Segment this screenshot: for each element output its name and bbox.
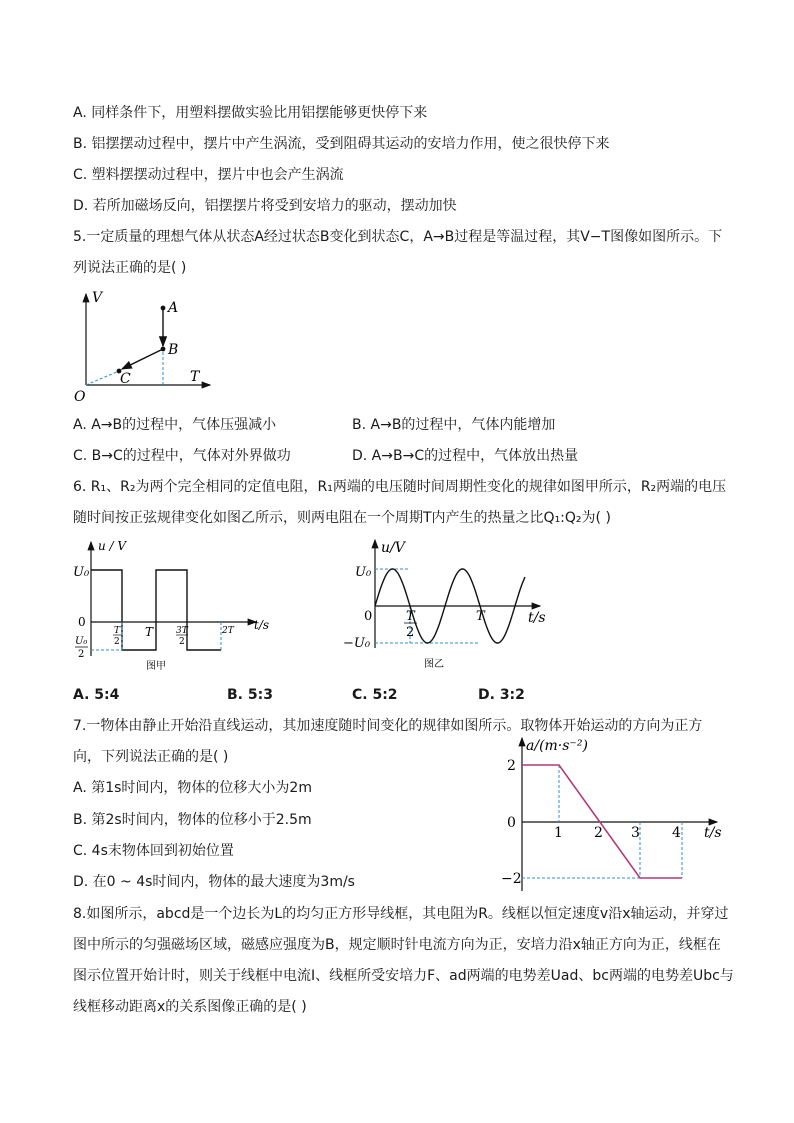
- q5-c-dashed-origin: [86, 371, 119, 385]
- q7-stem-line-2: 向，下列说法正确的是( ): [73, 749, 229, 765]
- q6a-neg-u0-den: 2: [78, 649, 85, 660]
- q5-option-a: A. A→B的过程中，气体压强减小: [73, 417, 277, 433]
- q6a-x-label: t/s: [254, 618, 270, 632]
- q6a-y-label: u / V: [98, 539, 127, 553]
- q6-stem-line-2: 随时间按正弦规律变化如图乙所示，则两电阻在一个周期T内产生的热量之比Q₁:Q₂为( ): [73, 510, 611, 526]
- q6a-t-half-den: 2: [114, 637, 120, 647]
- q7-tick-y-zero: 0: [507, 815, 516, 831]
- q8-stem-line-2: 图中所示的匀强磁场区域，磁感应强度为B，规定顺时针电流方向为正，安培力沿x轴正方向为正，线框在: [73, 937, 721, 953]
- q6a-t-full: T: [145, 625, 154, 639]
- q6-option-a: A. 5:4: [73, 687, 120, 703]
- q6b-caption: 图乙: [424, 659, 444, 670]
- q7-tick-y-neg: −2: [501, 871, 522, 887]
- q6a-caption: 图甲: [146, 661, 166, 672]
- q6a-t-2: 2T: [222, 626, 234, 636]
- q7-tick-y-pos: 2: [507, 758, 516, 774]
- q5-stem-line-1: 5.一定质量的理想气体从状态A经过状态B变化到状态C，A→B过程是等温过程，其V−T图像如图所示。下: [73, 229, 723, 245]
- q6b-zero-label: 0: [364, 609, 373, 624]
- q8-stem-line-1: 8.如图所示，abcd是一个边长为L的均匀正方形导线框，其电阻为R。线框以恒定速度v沿x轴运动，并穿过: [73, 906, 729, 922]
- q7-tick-t4: 4: [672, 825, 681, 841]
- q6a-t-3half-num: 3T: [176, 626, 188, 636]
- q6-option-c: C. 5:2: [352, 687, 398, 703]
- q6a-neg-u0-num: U₀: [75, 636, 88, 647]
- q8-stem-line-3: 图示位置开始计时，则关于线框中电流I、线框所受安培力F、ad两端的电势差Uad、bc两端的电势差Ubc与: [73, 968, 734, 984]
- q5-origin-label: O: [74, 389, 86, 405]
- q7-acceleration-figure: [495, 734, 725, 894]
- q5-label-c: C: [120, 371, 131, 387]
- q5-vt-figure: [70, 288, 220, 403]
- q6b-t-half-den: 2: [406, 625, 415, 640]
- q7-option-c: C. 4s末物体回到初始位置: [73, 843, 234, 859]
- q6b-y-label: u/V: [381, 540, 405, 556]
- q6a-t-half-num: T: [114, 626, 121, 636]
- q4-option-b: B. 铝摆摆动过程中，摆片中产生涡流，受到阻碍其运动的安培力作用，使之很快停下来: [73, 136, 610, 152]
- q5-point-a: [161, 306, 166, 311]
- q5-option-c: C. B→C的过程中，气体对外界做功: [73, 448, 291, 464]
- q7-stem-line-1: 7.一物体由静止开始沿直线运动，其加速度随时间变化的规律如图所示。取物体开始运动的方向为正方: [73, 718, 703, 734]
- q6-figure-a-square-wave: [70, 536, 280, 676]
- q6-option-d: D. 3:2: [478, 687, 525, 703]
- q6a-waveform: [91, 570, 221, 650]
- q6b-x-label: t/s: [528, 610, 546, 626]
- q7-tick-t1: 1: [554, 825, 563, 841]
- q4-option-c: C. 塑料摆摆动过程中，摆片中也会产生涡流: [73, 167, 344, 183]
- q6-option-b: B. 5:3: [227, 687, 273, 703]
- q4-option-a: A. 同样条件下，用塑料摆做实验比用铝摆能够更快停下来: [73, 105, 428, 121]
- q8-stem-line-4: 线框移动距离x的关系图像正确的是( ): [73, 999, 307, 1015]
- q5-option-d: D. A→B→C的过程中，气体放出热量: [352, 448, 579, 464]
- q7-tick-t2: 2: [594, 825, 603, 841]
- q6b-u0-label: U₀: [355, 565, 372, 580]
- q6a-t-3half-den: 2: [179, 637, 185, 647]
- q7-y-label: a/(m·s⁻²): [526, 738, 588, 754]
- q6a-zero-label: 0: [78, 615, 86, 629]
- q5-axis-label-v: V: [92, 290, 103, 306]
- q7-x-label: t/s: [704, 825, 722, 841]
- q5-label-a: A: [168, 300, 179, 316]
- q4-option-d: D. 若所加磁场反向，铝摆摆片将受到安培力的驱动，摆动加快: [73, 198, 457, 214]
- q6b-neg-u0-label: −U₀: [343, 636, 371, 651]
- q5-point-b: [161, 347, 166, 352]
- q5-axis-label-t: T: [190, 369, 200, 385]
- q6b-t-full: T: [476, 609, 485, 624]
- q6-figure-b-sine-wave: [340, 536, 550, 676]
- q6-stem-line-1: 6. R₁、R₂为两个完全相同的定值电阻，R₁两端的电压随时间周期性变化的规律如图甲所示，R₂两端的电压: [73, 479, 727, 495]
- q7-option-a: A. 第1s时间内，物体的位移大小为2m: [73, 780, 312, 796]
- q5-b-to-c-line: [122, 349, 163, 369]
- q7-option-d: D. 在0 ~ 4s时间内，物体的最大速度为3m/s: [73, 874, 355, 890]
- q7-tick-t3: 3: [631, 825, 640, 841]
- q7-option-b: B. 第2s时间内，物体的位移小于2.5m: [73, 812, 312, 828]
- q5-label-b: B: [168, 342, 179, 358]
- q5-option-b: B. A→B的过程中，气体内能增加: [352, 417, 556, 433]
- q6b-t-half-num: T: [406, 609, 415, 624]
- q5-stem-line-2: 列说法正确的是( ): [73, 260, 187, 276]
- q6a-u0-label: U₀: [73, 565, 90, 580]
